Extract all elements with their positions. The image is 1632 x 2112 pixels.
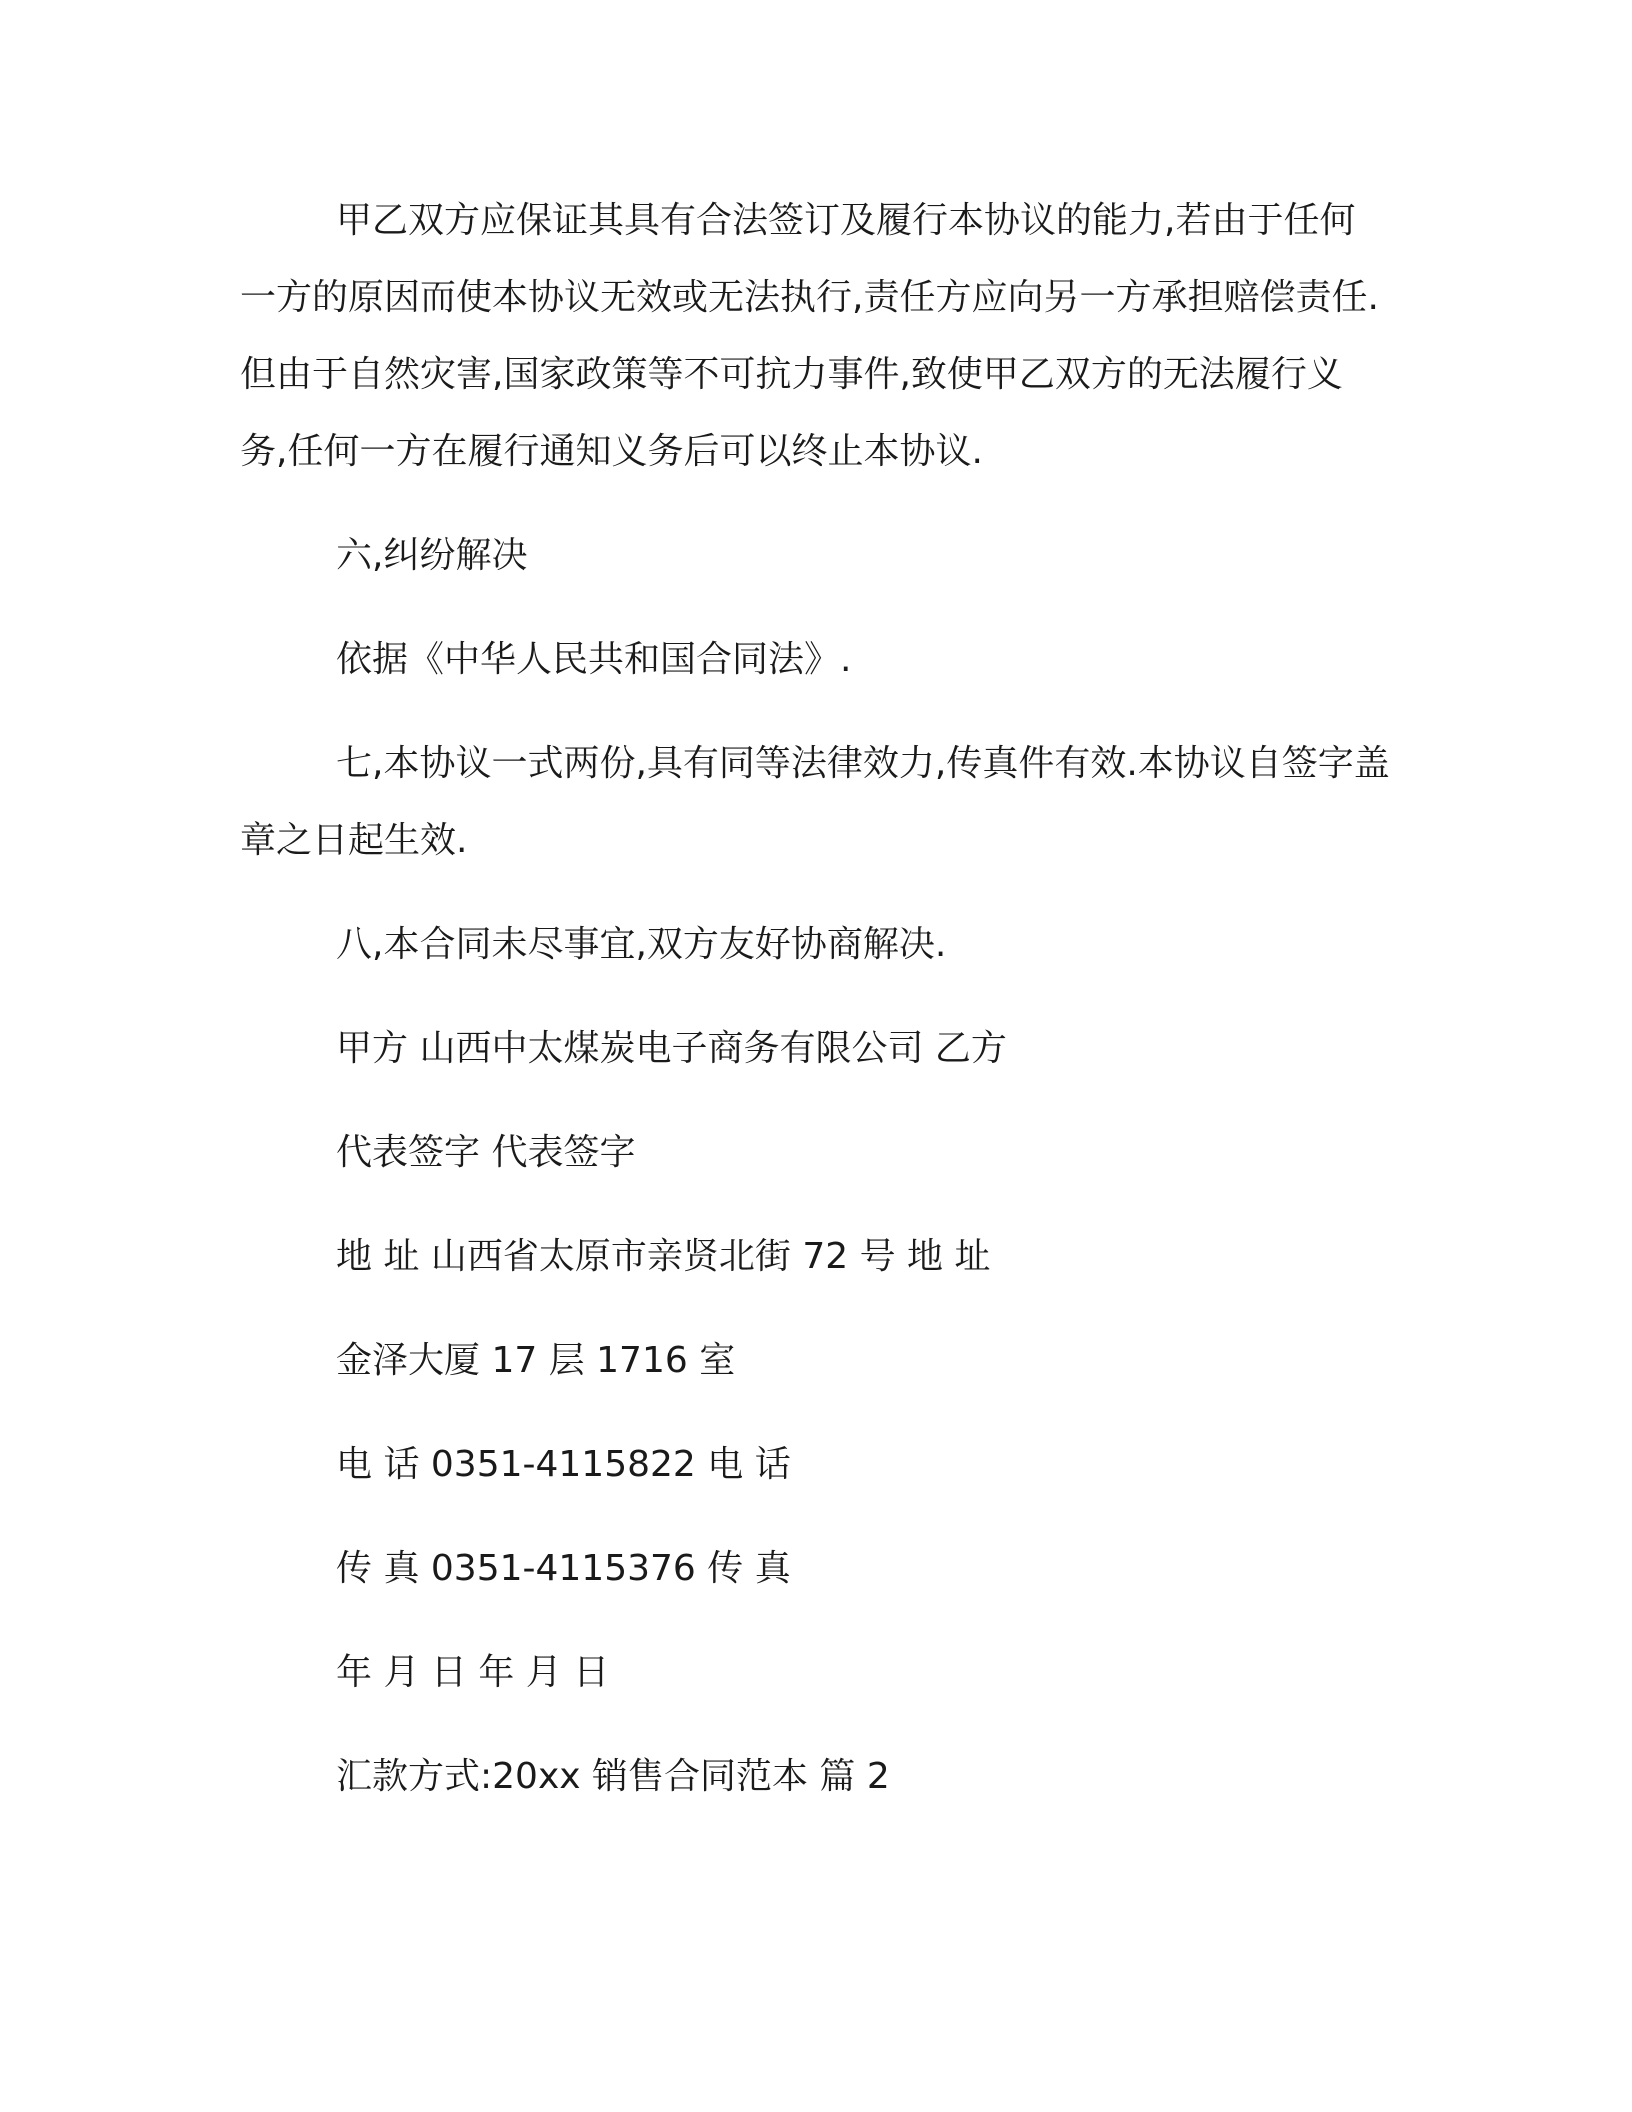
- signature-date-line: 年 月 日 年 月 日: [336, 1652, 610, 1693]
- payment-method-line: 汇款方式:20xx 销售合同范本 篇 2: [336, 1756, 890, 1797]
- signature-address-continued: 金泽大厦 17 层 1716 室: [336, 1340, 736, 1381]
- paragraph-copies-effect: 七,本协议一式两份,具有同等法律效力,传真件有效.本协议自签字盖章之日起生效.: [240, 743, 1390, 861]
- signature-party-line: 甲方 山西中太煤炭电子商务有限公司 乙方: [336, 1028, 1007, 1069]
- signature-address-line: 地 址 山西省太原市亲贤北街 72 号 地 址: [336, 1236, 991, 1277]
- signature-phone-line: 电 话 0351-4115822 电 话: [336, 1444, 791, 1485]
- signature-representative-line: 代表签字 代表签字: [336, 1132, 636, 1173]
- paragraph-governing-law: 依据《中华人民共和国合同法》.: [336, 639, 852, 680]
- paragraph-unresolved-matters: 八,本合同未尽事宜,双方友好协商解决.: [336, 924, 947, 965]
- signature-fax-line: 传 真 0351-4115376 传 真: [336, 1548, 791, 1589]
- heading-dispute-resolution: 六,纠纷解决: [336, 535, 528, 576]
- paragraph-force-majeure: 甲乙双方应保证其具有合法签订及履行本协议的能力,若由于任何一方的原因而使本协议无效或无法执行,责任方应向另一方承担赔偿责任.但由于自然灾害,国家政策等不可抗力事件,致使甲乙双方的无法履行义务,任何一方在履行通知义务后可以终止本协议.: [240, 200, 1379, 472]
- document-body: [240, 182, 1390, 1815]
